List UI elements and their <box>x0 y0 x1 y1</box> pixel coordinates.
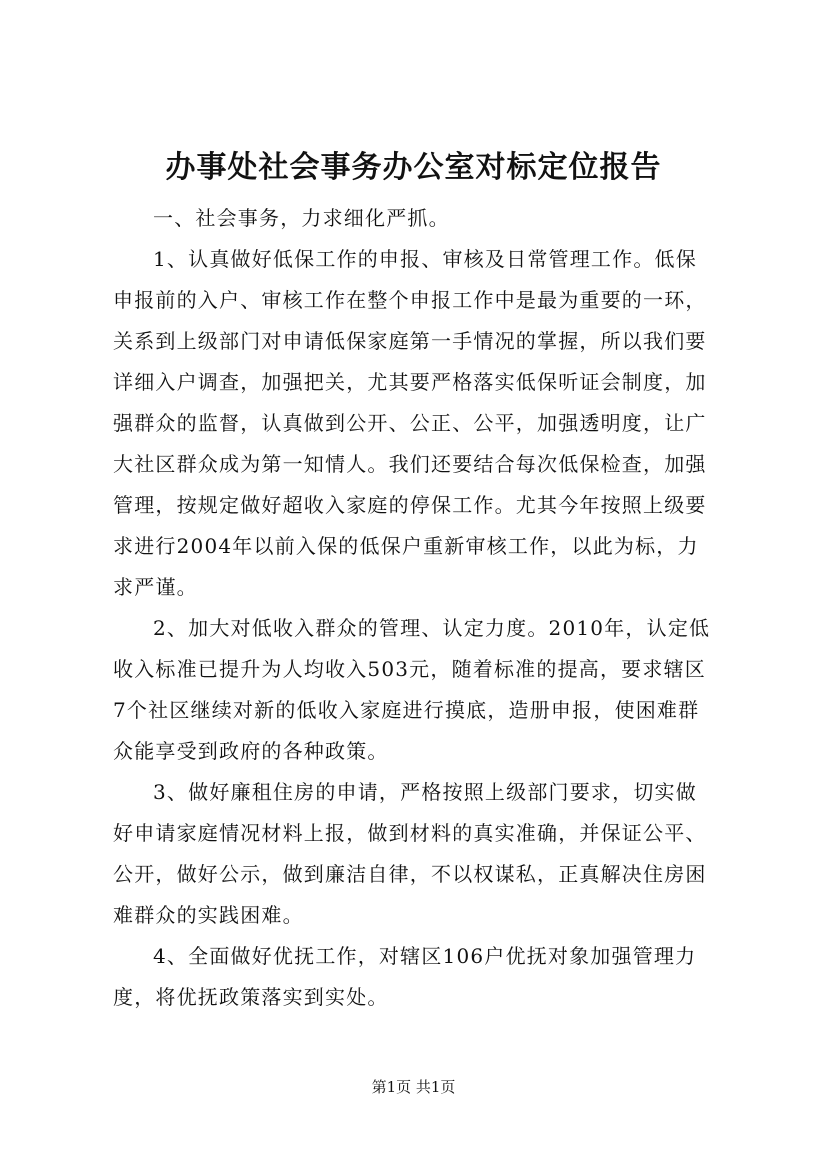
paragraph-3-line-3: 公开，做好公示，做到廉洁自律，不以权谋私，正真解决住房困 <box>113 862 707 886</box>
paragraph-2-line-4: 众能享受到政府的各种政策。 <box>113 739 389 763</box>
paragraph-2-line-3: 7个社区继续对新的低收入家庭进行摸底，造册申报，使困难群 <box>113 698 700 722</box>
paragraph-1-line-8: 求进行2004年以前入保的低保户重新审核工作，以此为标，力 <box>113 534 699 558</box>
document-body <box>113 198 723 1018</box>
paragraph-1-line-1: 1、认真做好低保工作的申报、审核及日常管理工作。低保 <box>153 247 697 271</box>
page-footer: 第1页 共1页 <box>371 1078 456 1096</box>
paragraph-1-line-3: 关系到上级部门对申请低保家庭第一手情况的掌握，所以我们要 <box>113 329 707 353</box>
document-title: 办事处社会事务办公室对标定位报告 <box>165 150 662 185</box>
paragraph-3-line-2: 好申请家庭情况材料上报，做到材料的真实准确，并保证公平、 <box>113 821 707 845</box>
paragraph-1-line-5: 强群众的监督，认真做到公开、公正、公平，加强透明度，让广 <box>113 411 707 435</box>
paragraph-1-line-2: 申报前的入户、审核工作在整个申报工作中是最为重要的一环， <box>113 288 707 312</box>
paragraph-2-line-1: 2、加大对低收入群众的管理、认定力度。2010年，认定低 <box>153 616 711 640</box>
paragraph-3-line-1: 3、做好廉租住房的申请，严格按照上级部门要求，切实做 <box>153 780 697 804</box>
paragraph-1-line-4: 详细入户调查，加强把关，尤其要严格落实低保听证会制度，加 <box>113 370 707 394</box>
paragraph-4-line-1: 4、全面做好优抚工作，对辖区106户优抚对象加强管理力 <box>153 944 697 968</box>
section-heading-social-affairs: 一、社会事务，力求细化严抓。 <box>153 206 450 230</box>
paragraph-1-line-6: 大社区群众成为第一知情人。我们还要结合每次低保检查，加强 <box>113 452 707 476</box>
paragraph-2-line-2: 收入标准已提升为人均收入503元，随着标准的提高，要求辖区 <box>113 657 706 681</box>
paragraph-1-line-9: 求严谨。 <box>113 575 198 599</box>
paragraph-1-line-7: 管理，按规定做好超收入家庭的停保工作。尤其今年按照上级要 <box>113 493 707 517</box>
paragraph-4-line-2: 度，将优抚政策落实到实处。 <box>113 985 389 1009</box>
paragraph-3-line-4: 难群众的实践困难。 <box>113 903 304 927</box>
